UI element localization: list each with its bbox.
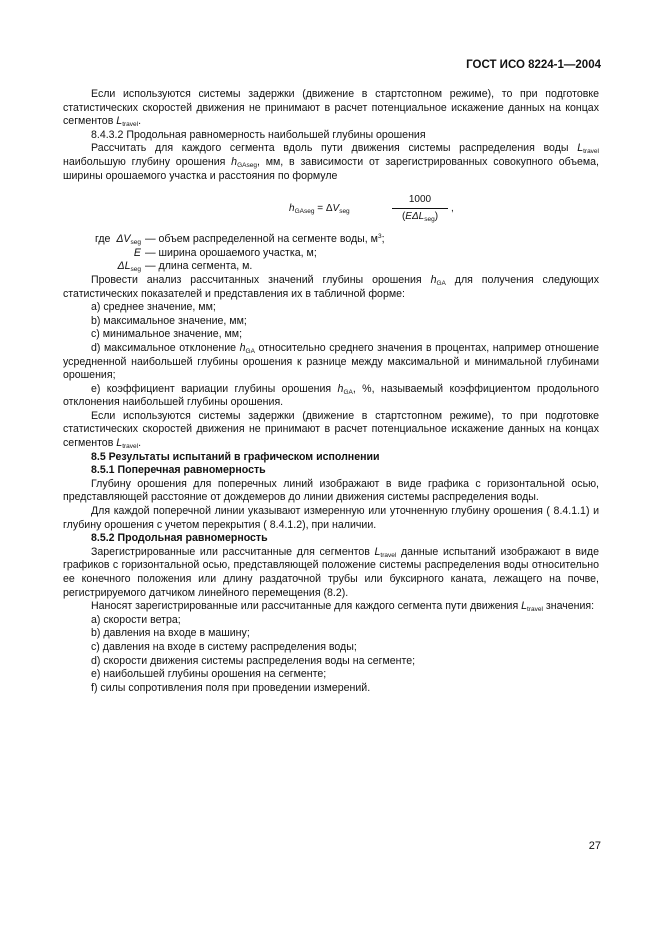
list-item: е) коэффициент вариации глубины орошения $h_{GA}$, %, называемый коэффициентом продольного отклонения наибольшей глубины орошения. <box>63 382 599 409</box>
list-item: d) скорости движения системы распределения воды на сегменте; <box>91 654 416 667</box>
paragraph-analysis: Провести анализ рассчитанных значений глубины орошения $h_{GA}$ для получения следующих статистических показателей и представления их в табличной форме: <box>63 273 599 300</box>
list-item: a) скорости ветра; <box>91 613 181 626</box>
list-item: b) максимальное значение, мм; <box>91 314 247 327</box>
paragraph-longitudinal-graph: Зарегистрированные или рассчитанные для сегментов $L_{travel}$ данные испытаний изображают в виде графиков с горизонтальной осью, представляющей положение системы распределения воды относительно ее конечного положения или длину раздаточной трубы или буксирного каната, лежащего на почве, регистрируемого датчиком линейного перемещения (8.2). <box>63 545 599 599</box>
section-8-4-3-2-title: 8.4.3.2 Продольная равномерность наибольшей глубины орошения <box>91 128 426 141</box>
paragraph-transverse-depth: Для каждой поперечной линии указывают измеренную или уточненную глубину орошения ( 8.4.1.1) и глубину орошения с учетом перекрытия ( 8.4.1.2), при наличии. <box>63 505 599 531</box>
document-header: ГОСТ ИСО 8224-1—2004 <box>466 59 601 71</box>
legend-row-width: E — ширина орошаемого участка, м; <box>133 246 317 259</box>
formula-legend <box>63 233 599 274</box>
section-8-5-1-title: 8.5.1 Поперечная равномерность <box>91 464 266 477</box>
list-item: f) силы сопротивления поля при проведении измерений. <box>91 681 371 694</box>
page-body <box>63 88 599 695</box>
legend-row-volume: где $\Delta V_{seg}$ — объем распределенной на сегменте воды, $м^3$; <box>94 233 385 247</box>
section-8-5-title: 8.5 Результаты испытаний в графическом исполнении <box>91 450 380 463</box>
list-item: b) давления на входе в машину; <box>91 627 250 640</box>
formula-fraction: 1000 $(E\Delta L_{seg})$ <box>392 193 448 223</box>
list-item: d) максимальное отклонение $h_{GA}$ относительно среднего значения в процентах, например отношение усредненной наибольшей глубины орошения к разнице между максимальной и минимальной глубинами орошения; <box>63 341 599 382</box>
paragraph-delay-systems: Если используются системы задержки (движение в стартстопном режиме), то при подготовке статистических скоростей движения не принимают в расчет потенциальное искажение данных на концах сегментов $L_{travel}$. <box>63 88 599 129</box>
list-item: е) наибольшей глубины орошения на сегменте; <box>91 668 327 681</box>
list-item: a) среднее значение, мм; <box>91 301 216 314</box>
legend-row-length: $\Delta L_{seg}$ — длина сегмента, м. <box>117 260 253 274</box>
list-item: c) минимальное значение, мм; <box>91 328 243 341</box>
paragraph-transverse-graph: Глубину орошения для поперечных линий изображают в виде графика с горизонтальной осью, представляющей расстояние от дождемеров до линии движения системы распределения воды. <box>63 477 599 504</box>
paragraph-delay-systems-2: Если используются системы задержки (движение в стартстопном режиме), то при подготовке статистических скоростей движения не принимают в расчет потенциальное искажение данных на концах сегментов $L_{travel}$. <box>63 409 599 451</box>
page-number: 27 <box>588 840 601 852</box>
list-item: c) давления на входе в систему распределения воды; <box>91 640 357 653</box>
depth-formula: $h_{GAseg} = \Delta V_{seg}$ 1000 $(E\Delta L_{seg})$ , <box>289 194 454 223</box>
paragraph-plot-values: Наносят зарегистрированные или рассчитанные для каждого сегмента пути движения $L_{travel}$ значения: <box>91 600 595 614</box>
paragraph-calculate-depth: Рассчитать для каждого сегмента вдоль пути движения системы распределения воды $L_{travel}$ наибольшую глубину орошения $h_{GAseg}$, мм, в зависимости от зарегистрированных совокупного объема, ширины орошаемого участка и расстояния по формуле <box>63 142 599 182</box>
section-8-5-2-title: 8.5.2 Продольная равномерность <box>91 532 268 545</box>
